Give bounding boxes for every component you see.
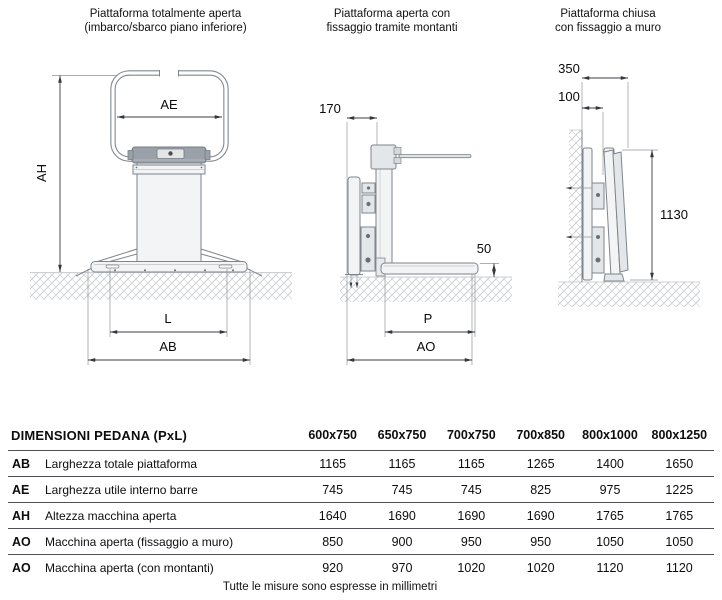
cell-value: 1120 [665, 561, 693, 575]
table-row [8, 477, 714, 503]
wall-hatch [569, 130, 582, 282]
dim-label-350: 350 [558, 61, 580, 76]
row-description: Larghezza totale piattaforma [45, 456, 198, 471]
table-row [8, 555, 714, 581]
lift-mechanism [361, 227, 375, 271]
row-code: AO [12, 561, 31, 575]
cell-value: 970 [391, 561, 413, 575]
cell-value: 745 [322, 482, 344, 497]
figure-title-line: fissaggio tramite montanti [326, 22, 458, 34]
table-title: DIMENSIONI PEDANA (PxL) [11, 427, 188, 443]
column-header: 700x850 [516, 428, 565, 442]
figure-title-line: Piattaforma aperta con [333, 8, 451, 20]
figure-title-front-open [43, 7, 288, 35]
cell-value: 900 [391, 534, 413, 549]
table-row [8, 529, 714, 555]
lift-mechanism [592, 227, 604, 273]
row-code: AO [12, 534, 31, 549]
ground-hatch [340, 277, 512, 302]
dim-label-ae: AE [160, 97, 178, 112]
dim-label-ab: AB [159, 339, 177, 354]
control-button [168, 151, 172, 155]
cell-value: 745 [460, 482, 482, 497]
platform-deck [381, 263, 478, 274]
cell-value: 1120 [596, 561, 624, 575]
row-code: AH [12, 508, 31, 523]
cell-value: 950 [530, 534, 552, 549]
dim-label-50: 50 [476, 241, 492, 256]
dim-label-100: 100 [558, 89, 580, 104]
dimension-table [8, 420, 714, 581]
figure-title-side-closed-wall [508, 7, 708, 35]
cell-value: 1640 [318, 508, 347, 523]
row-description: Larghezza utile interno barre [45, 482, 198, 497]
cell-value: 920 [322, 561, 344, 575]
cell-value: 1225 [665, 482, 694, 497]
cell-value: 1165 [319, 456, 347, 471]
table-row [8, 503, 714, 529]
cell-value: 1050 [665, 534, 694, 549]
figure-title-line: (imbarco/sbarco piano inferiore) [84, 22, 247, 34]
front-view-drawing [30, 66, 292, 365]
column-header: 800x1000 [582, 428, 638, 442]
arm-bracket [371, 145, 396, 169]
dim-label-ao: AO [416, 339, 436, 354]
lift-column [137, 163, 201, 263]
cell-value: 1690 [457, 508, 486, 523]
cell-value: 850 [322, 534, 344, 549]
row-code: AB [12, 456, 31, 471]
cell-value: 975 [599, 482, 621, 497]
ground-hatch [30, 273, 292, 300]
units-footnote: Tutte le misure sono espresse in millimetri [222, 581, 438, 593]
dim-label-l: L [164, 311, 172, 326]
cell-value: 1020 [526, 561, 555, 575]
row-description: Altezza macchina aperta [45, 508, 177, 523]
cell-value: 1765 [665, 508, 694, 523]
column-header: 600x750 [308, 428, 357, 442]
cell-value: 1650 [665, 456, 694, 471]
figure-title-line: con fissaggio a muro [554, 22, 662, 34]
row-code: AE [12, 482, 30, 497]
cell-value: 1165 [457, 456, 485, 471]
dim-label-p: P [423, 311, 433, 326]
handrail-arm [399, 155, 471, 158]
wall-mast [583, 148, 592, 280]
cell-value: 1050 [596, 534, 624, 549]
row-description: Macchina aperta (con montanti) [45, 561, 214, 575]
ground-hatch [558, 282, 700, 307]
cell-value: 825 [530, 482, 552, 497]
cell-value: 950 [460, 534, 482, 549]
cell-value: 1020 [457, 561, 486, 575]
cell-value: 1165 [388, 456, 416, 471]
cell-value: 1690 [388, 508, 416, 523]
dim-label-ah: AH [34, 163, 49, 183]
column-header: 650x750 [377, 428, 427, 442]
handrail-loop [113, 73, 226, 159]
cell-value: 1400 [596, 456, 624, 471]
dim-label-1130: 1130 [660, 207, 688, 222]
table-row [8, 451, 714, 477]
row-description: Macchina aperta (fissaggio a muro) [45, 534, 234, 549]
column-header: 700x750 [446, 428, 496, 442]
figure-title-line: Piattaforma chiusa [560, 8, 656, 20]
cell-value: 745 [391, 482, 413, 497]
cell-value: 1690 [526, 508, 555, 523]
column-header: 800x1250 [651, 428, 708, 442]
side-view-wall-drawing [558, 61, 700, 307]
figure-title-line: Piattaforma totalmente aperta [89, 8, 242, 20]
technical-drawings [0, 55, 722, 395]
dim-label-170: 170 [319, 101, 341, 116]
table-header-row [8, 420, 714, 451]
cell-value: 1265 [526, 456, 555, 471]
mounting-post [348, 177, 360, 275]
figure-title-side-open-posts [292, 7, 492, 35]
side-view-posts-drawing [319, 101, 512, 365]
cell-value: 1765 [596, 508, 624, 523]
